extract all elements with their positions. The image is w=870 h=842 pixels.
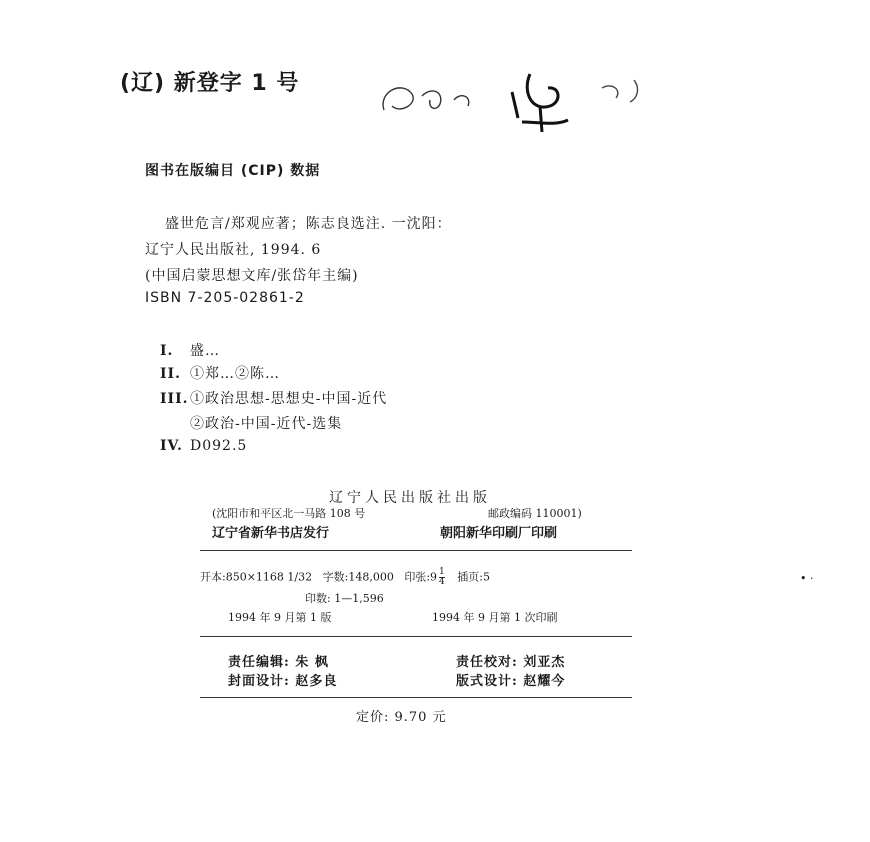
- publisher-name: 辽宁人民出版社出版: [329, 490, 491, 506]
- publisher-address: (沈阳市和平区北一马路 108 号: [212, 507, 366, 520]
- classification-item: III.①政治思想-思想史-中国-近代: [160, 391, 388, 407]
- divider: [200, 697, 632, 698]
- proofreader-credit: 责任校对: 刘亚杰: [456, 655, 566, 670]
- cip-title: 图书在版编目 (CIP) 数据: [145, 163, 321, 179]
- price: 定价: 9.70 元: [356, 710, 447, 725]
- edition: 1994 年 9 月第 1 版: [228, 611, 332, 624]
- divider: [200, 636, 632, 637]
- classification-item: ②政治-中国-近代-选集: [190, 416, 343, 432]
- sheets: 印张:9: [404, 570, 438, 584]
- handwritten-signature: [372, 52, 672, 142]
- word-count: 字数:148,000: [322, 570, 394, 584]
- distributor: 辽宁省新华书店发行: [212, 526, 330, 541]
- printer: 朝阳新华印刷厂印刷: [440, 526, 558, 541]
- copies: 印数: 1—1,596: [305, 592, 384, 605]
- format-line: [200, 568, 490, 587]
- sheets-fraction: $\frac{1}{4}$: [439, 567, 445, 587]
- scan-specks: • ·: [800, 572, 814, 585]
- divider: [200, 550, 632, 551]
- classification-item: I. 盛…: [160, 343, 220, 359]
- printing: 1994 年 9 月第 1 次印刷: [432, 611, 558, 624]
- cover-design-credit: 封面设计: 赵多良: [228, 674, 338, 689]
- classification-item: II. ①郑…②陈…: [160, 366, 280, 382]
- editor-credit: 责任编辑: 朱 枫: [228, 655, 329, 670]
- cip-line-series: (中国启蒙思想文库/张岱年主编): [145, 268, 359, 284]
- cip-line-isbn: ISBN 7-205-02861-2: [145, 290, 305, 306]
- plates: 插页:5: [457, 570, 490, 584]
- format: 开本:850×1168 1/32: [200, 570, 313, 584]
- cip-line-publisher: 辽宁人民出版社, 1994. 6: [145, 242, 322, 258]
- classification-item: IV. D092.5: [160, 438, 248, 454]
- registration-number: (辽) 新登字 1 号: [120, 71, 300, 96]
- cip-line-author: 盛世危言/郑观应著；陈志良选注. 一沈阳：: [165, 216, 452, 232]
- layout-design-credit: 版式设计: 赵耀今: [456, 674, 566, 689]
- postcode: 邮政编码 110001): [488, 507, 582, 520]
